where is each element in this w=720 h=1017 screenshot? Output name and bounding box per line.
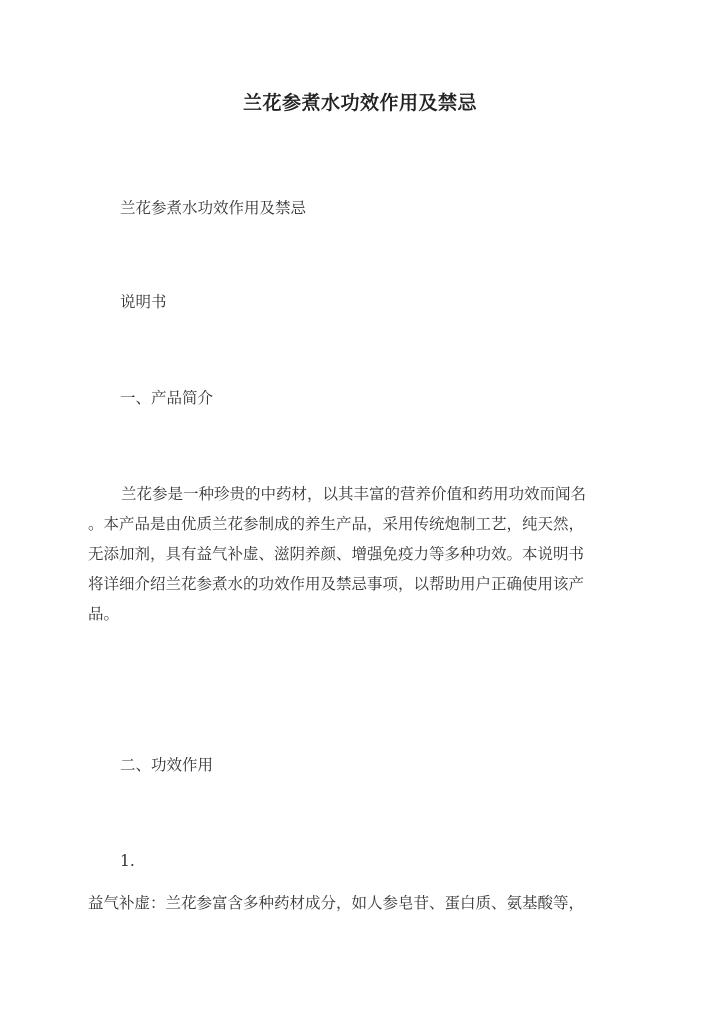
document-subtitle: 兰花参煮水功效作用及禁忌 bbox=[120, 199, 307, 217]
intro-line: 无添加剂，具有益气补虚、滋阴养颜、增强免疫力等多种功效。本说明书 bbox=[88, 545, 585, 563]
intro-line: 将详细介绍兰花参煮水的功效作用及禁忌事项，以帮助用户正确使用该产 bbox=[88, 575, 585, 593]
effect-item-text: 益气补虚：兰花参富含多种药材成分，如人参皂苷、蛋白质、氨基酸等， bbox=[88, 894, 585, 912]
manual-label: 说明书 bbox=[120, 293, 167, 311]
section-heading-intro: 一、产品简介 bbox=[120, 389, 214, 407]
document-title: 兰花参煮水功效作用及禁忌 bbox=[242, 92, 477, 114]
intro-line: 兰花参是一种珍贵的中药材，以其丰富的营养价值和药用功效而闻名 bbox=[121, 485, 587, 503]
section-heading-effects: 二、功效作用 bbox=[120, 756, 214, 774]
effect-item-number: 1. bbox=[120, 852, 135, 870]
intro-line: 。本产品是由优质兰花参制成的养生产品，采用传统炮制工艺，纯天然， bbox=[88, 515, 585, 533]
intro-line: 品。 bbox=[88, 605, 120, 623]
intro-paragraph bbox=[88, 479, 633, 629]
